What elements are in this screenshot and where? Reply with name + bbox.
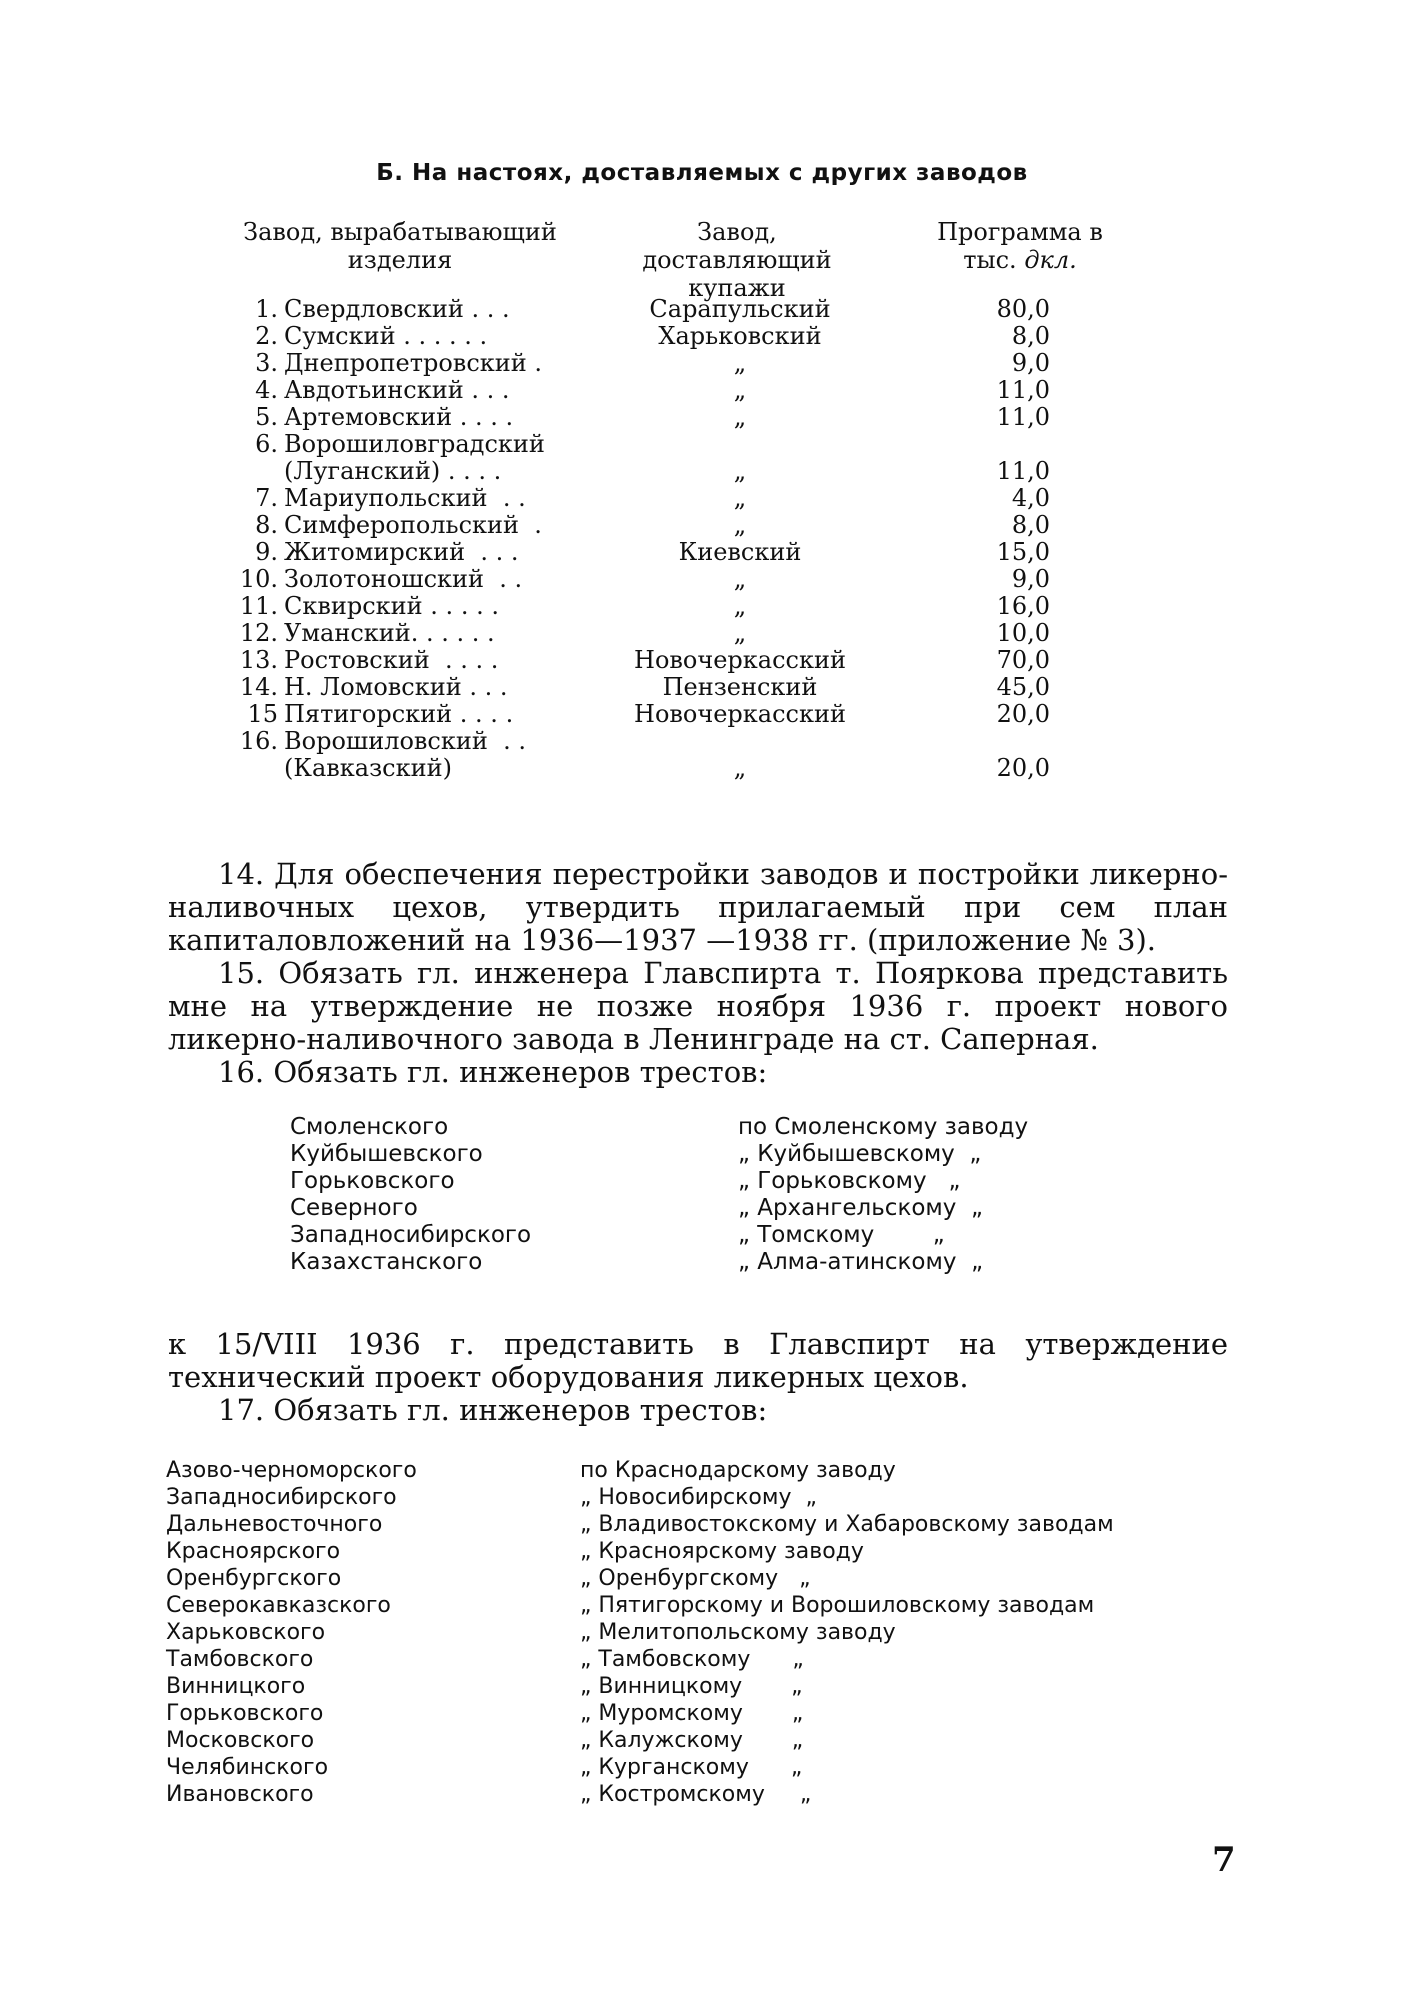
paragraph-17: 17. Обязать гл. инженеров трестов: — [218, 1393, 768, 1427]
trust-name: Челябинского — [166, 1755, 329, 1780]
row-number: 5. — [255, 403, 278, 431]
supplier-plant: Сарапульский — [649, 295, 831, 323]
column-header-program-unit: дкл. — [1024, 246, 1077, 274]
program-value: 9,0 — [1011, 349, 1050, 377]
assigned-plant: „ Томскому „ — [738, 1222, 945, 1248]
paragraph-15: 15. Обязать гл. инженера Главспирта т. Пояркова представить мне на утверждение не позже ноября 1936 г. проект нового ликерно-наливочного завода в Ленинграде на ст. Саперная. — [168, 956, 1228, 1056]
assigned-plant: „ Винницкому „ — [580, 1674, 803, 1699]
list-item — [290, 1195, 1090, 1222]
supplier-plant: „ — [733, 484, 747, 512]
producer-plant: Авдотьинский . . . — [284, 376, 510, 404]
program-value: 20,0 — [996, 700, 1050, 728]
supplier-plant: Харьковский — [658, 322, 822, 350]
table-row — [0, 350, 1404, 377]
row-number: 8. — [255, 511, 278, 539]
program-value: 11,0 — [996, 457, 1050, 485]
table-row — [0, 539, 1404, 566]
program-value: 10,0 — [996, 619, 1050, 647]
list-item — [290, 1141, 1090, 1168]
producer-plant: Мариупольский . . — [284, 484, 526, 512]
program-value: 70,0 — [996, 646, 1050, 674]
row-number: 7. — [255, 484, 278, 512]
row-number: 14. — [239, 673, 278, 701]
row-number: 15 — [247, 700, 278, 728]
assigned-plant: по Краснодарскому заводу — [580, 1458, 896, 1483]
supplier-plant: „ — [733, 754, 747, 782]
list-item — [290, 1114, 1090, 1141]
supplier-plant: „ — [733, 592, 747, 620]
list-item — [166, 1565, 1216, 1592]
table-row — [0, 674, 1404, 701]
assigned-plant: „ Алма-атинскому „ — [738, 1249, 983, 1275]
producer-plant: Ростовский . . . . — [284, 646, 499, 674]
producer-plant: Ворошиловградский (Луганский) . . . . — [284, 430, 545, 485]
assigned-plant: „ Костромскому „ — [580, 1782, 812, 1807]
assigned-plant: „ Калужскому „ — [580, 1728, 804, 1753]
program-value: 11,0 — [996, 376, 1050, 404]
row-number: 2. — [255, 322, 278, 350]
row-number: 1. — [255, 295, 278, 323]
program-value: 8,0 — [1011, 322, 1050, 350]
page-number: 7 — [1212, 1840, 1236, 1880]
row-number: 13. — [239, 646, 278, 674]
supplier-plant: „ — [733, 457, 747, 485]
section-title: Б. На настоях, доставляемых с других заводов — [376, 160, 1028, 186]
trust-name: Оренбургского — [166, 1566, 342, 1591]
supplier-plant: Новочеркасский — [634, 646, 846, 674]
trust-name: Горьковского — [290, 1168, 455, 1194]
supplier-plant: Пензенский — [662, 673, 818, 701]
supplier-plant: Новочеркасский — [634, 700, 846, 728]
list-item — [166, 1457, 1216, 1484]
table-row — [0, 377, 1404, 404]
producer-plant: Артемовский . . . . — [284, 403, 514, 431]
producer-plant: Днепропетровский . — [284, 349, 543, 377]
column-header-supplier: Завод, доставляющий купажи — [642, 218, 832, 302]
supplier-plant: „ — [733, 376, 747, 404]
supplier-plant: Киевский — [678, 538, 802, 566]
row-number: 9. — [255, 538, 278, 566]
column-header-program — [920, 218, 1120, 274]
producer-plant: Уманский. . . . . . — [284, 619, 495, 647]
column-header-program-label: Программа в тыс. — [937, 218, 1103, 274]
program-value: 4,0 — [1011, 484, 1050, 512]
supplier-plant: „ — [733, 403, 747, 431]
program-value: 11,0 — [996, 403, 1050, 431]
producer-plant: Ворошиловский . . (Кавказский) — [284, 727, 526, 782]
assigned-plant: „ Муромскому „ — [580, 1701, 804, 1726]
list-item — [166, 1754, 1216, 1781]
table-row — [0, 485, 1404, 512]
row-number: 4. — [255, 376, 278, 404]
assigned-plant: „ Куйбышевскому „ — [738, 1141, 982, 1167]
assigned-plant: „ Курганскому „ — [580, 1755, 803, 1780]
row-number: 3. — [255, 349, 278, 377]
producer-plant: Свердловский . . . — [284, 295, 510, 323]
paragraph-16-end: к 15/VIII 1936 г. представить в Главспирт на утверждение технический проект оборудования ликерных цехов. — [168, 1327, 1228, 1394]
list-item — [166, 1700, 1216, 1727]
table-row — [0, 647, 1404, 674]
producer-plant: Сумский . . . . . . — [284, 322, 488, 350]
program-value: 16,0 — [996, 592, 1050, 620]
paragraph-16: 16. Обязать гл. инженеров трестов: — [218, 1055, 768, 1089]
plants-table — [0, 296, 1404, 782]
program-value: 45,0 — [996, 673, 1050, 701]
paragraph-16-end-block — [168, 1328, 1228, 1427]
producer-plant: Пятигорский . . . . — [284, 700, 514, 728]
table-row — [0, 323, 1404, 350]
trust-name: Западносибирского — [166, 1485, 397, 1510]
list-item — [166, 1484, 1216, 1511]
trust-list-16 — [290, 1114, 1090, 1276]
list-item — [290, 1249, 1090, 1276]
trust-name: Харьковского — [166, 1620, 326, 1645]
table-row — [0, 701, 1404, 728]
table-row — [0, 620, 1404, 647]
paragraph-14-block — [168, 858, 1228, 1089]
assigned-plant: „ Красноярскому заводу — [580, 1539, 864, 1564]
table-row — [0, 296, 1404, 323]
list-item — [166, 1646, 1216, 1673]
trust-name: Смоленского — [290, 1114, 449, 1140]
trust-name: Северного — [290, 1195, 418, 1221]
row-number: 16. — [239, 727, 278, 755]
row-number: 6. — [255, 430, 278, 458]
assigned-plant: „ Тамбовскому „ — [580, 1647, 804, 1672]
producer-plant: Симферопольский . — [284, 511, 542, 539]
assigned-plant: по Смоленскому заводу — [738, 1114, 1029, 1140]
trust-name: Западносибирского — [290, 1222, 532, 1248]
assigned-plant: „ Мелитопольскому заводу — [580, 1620, 896, 1645]
trust-name: Куйбышевского — [290, 1141, 483, 1167]
assigned-plant: „ Владивостокскому и Хабаровскому заводам — [580, 1512, 1114, 1537]
paragraph-14: 14. Для обеспечения перестройки заводов и постройки ликерно-наливочных цехов, утвердить прилагаемый при сем план капиталовложений на 1936—1937 —1938 гг. (приложение № 3). — [168, 857, 1228, 957]
list-item — [290, 1168, 1090, 1195]
producer-plant: Житомирский . . . — [284, 538, 519, 566]
trust-name: Северокавказского — [166, 1593, 391, 1618]
list-item — [166, 1619, 1216, 1646]
column-header-producer: Завод, вырабатывающий изделия — [243, 218, 557, 274]
trust-list-17 — [166, 1457, 1216, 1808]
producer-plant: Н. Ломовский . . . — [284, 673, 508, 701]
trust-name: Московского — [166, 1728, 315, 1753]
trust-name: Красноярского — [166, 1539, 341, 1564]
trust-name: Дальневосточного — [166, 1512, 383, 1537]
program-value: 15,0 — [996, 538, 1050, 566]
trust-name: Азово-черноморского — [166, 1458, 417, 1483]
trust-name: Тамбовского — [166, 1647, 314, 1672]
program-value: 20,0 — [996, 754, 1050, 782]
program-value: 9,0 — [1011, 565, 1050, 593]
row-number: 12. — [239, 619, 278, 647]
producer-plant: Золотоношский . . — [284, 565, 523, 593]
list-item — [290, 1222, 1090, 1249]
list-item — [166, 1673, 1216, 1700]
list-item — [166, 1592, 1216, 1619]
supplier-plant: „ — [733, 511, 747, 539]
supplier-plant: „ — [733, 619, 747, 647]
row-number: 10. — [239, 565, 278, 593]
table-row — [0, 593, 1404, 620]
supplier-plant: „ — [733, 349, 747, 377]
assigned-plant: „ Новосибирскому „ — [580, 1485, 817, 1510]
row-number: 11. — [239, 592, 278, 620]
table-row — [0, 728, 1404, 782]
assigned-plant: „ Оренбургскому „ — [580, 1566, 811, 1591]
trust-name: Ивановского — [166, 1782, 314, 1807]
list-item — [166, 1538, 1216, 1565]
producer-plant: Сквирский . . . . . — [284, 592, 499, 620]
assigned-plant: „ Горьковскому „ — [738, 1168, 961, 1194]
assigned-plant: „ Архангельскому „ — [738, 1195, 983, 1221]
assigned-plant: „ Пятигорскому и Ворошиловскому заводам — [580, 1593, 1095, 1618]
program-value: 8,0 — [1011, 511, 1050, 539]
list-item — [166, 1781, 1216, 1808]
trust-name: Винницкого — [166, 1674, 306, 1699]
table-row — [0, 512, 1404, 539]
supplier-plant: „ — [733, 565, 747, 593]
trust-name: Горьковского — [166, 1701, 324, 1726]
table-row — [0, 404, 1404, 431]
list-item — [166, 1511, 1216, 1538]
table-row — [0, 566, 1404, 593]
program-value: 80,0 — [996, 295, 1050, 323]
list-item — [166, 1727, 1216, 1754]
trust-name: Казахстанского — [290, 1249, 483, 1275]
table-row — [0, 431, 1404, 485]
